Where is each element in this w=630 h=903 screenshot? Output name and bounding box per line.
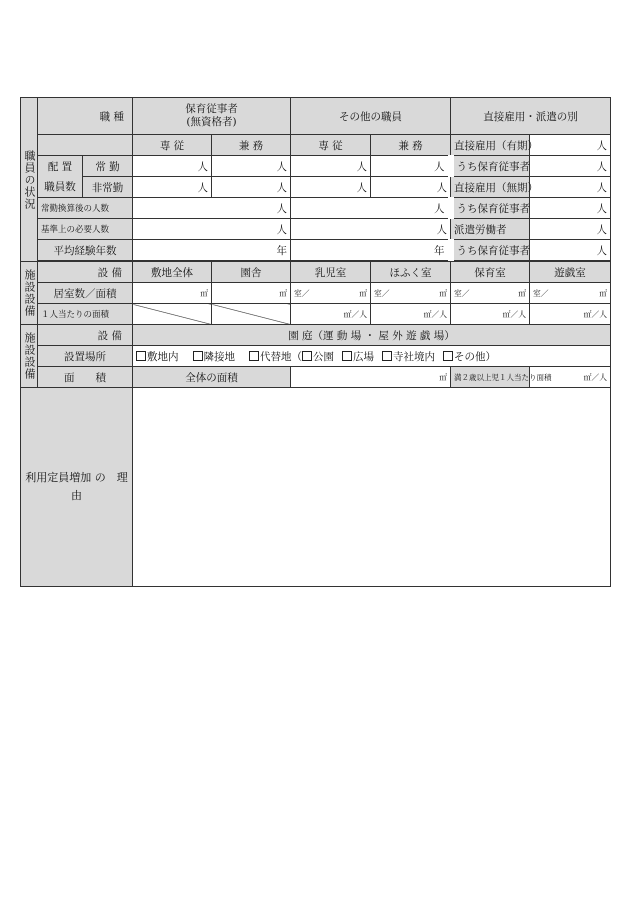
location-options	[133, 346, 611, 367]
room-unit: 室／	[454, 288, 470, 298]
dispatch-label: 派遣労働者	[451, 219, 530, 240]
joukin-hoiku-concurrent[interactable]: 人	[212, 156, 291, 177]
facility-setsubi-label: 設 備	[38, 262, 133, 283]
m2-unit: ㎡	[439, 288, 447, 298]
direct-fixed-hoiku-label: うち保育従事者	[451, 156, 530, 177]
hijoukin-hoiku-concurrent[interactable]: 人	[212, 177, 291, 198]
joukin-label: 常 勤	[83, 156, 133, 177]
rooms-area-label: 居室数／面積	[38, 283, 133, 304]
joukin-other-concurrent[interactable]: 人	[371, 156, 451, 177]
keiken-label: 平均経験年数	[38, 240, 133, 261]
hofuku-per-child-field[interactable]: ㎡／人	[371, 304, 451, 325]
reason-label: 利用定員増加 の 理 由	[21, 388, 133, 587]
per-child-label: １人当たりの面積	[38, 304, 133, 325]
direct-fixed-hoiku-field[interactable]: 人	[530, 156, 611, 177]
hofuku-rooms-field[interactable]	[371, 283, 451, 304]
kijun-other[interactable]: 人	[291, 219, 451, 240]
header-nyuji: 乳児室	[291, 262, 371, 283]
room-unit: 室／	[294, 288, 310, 298]
direct-indef-hoiku-field[interactable]: 人	[530, 198, 611, 219]
header-hofuku: ほふく室	[371, 262, 451, 283]
hijoukin-label: 非常勤	[83, 177, 133, 198]
yugi-rooms-field[interactable]	[530, 283, 611, 304]
dispatch-hoiku-label: うち保育従事者	[451, 240, 530, 261]
other-dedicated-header: 専 従	[291, 135, 371, 156]
direct-indef-hoiku-label: うち保育従事者	[451, 198, 530, 219]
m2-unit: ㎡	[359, 288, 367, 298]
m2-unit: ㎡	[518, 288, 526, 298]
option-rinsetsu[interactable]: 隣接地	[193, 351, 236, 363]
hoiku-dedicated-header: 専 従	[133, 135, 212, 156]
option-daitai[interactable]: 代替地（	[249, 351, 302, 363]
nyuji-per-child-field[interactable]: ㎡／人	[291, 304, 371, 325]
garden-section-label: 施設設備	[21, 325, 38, 388]
form-table	[20, 97, 611, 587]
joukin-hoiku-dedicated[interactable]: 人	[133, 156, 212, 177]
header-hoiku: 保育室	[451, 262, 530, 283]
keiken-hoiku[interactable]: 年	[133, 240, 291, 261]
other-staff-header: その他の職員	[291, 98, 451, 135]
hoiku-header: 保育従事者 (無資格者)	[133, 98, 291, 135]
other-concurrent-header: 兼 務	[371, 135, 451, 156]
total-area-field[interactable]: ㎡	[291, 367, 451, 388]
header-shikichi: 敷地全体	[133, 262, 212, 283]
keiken-other[interactable]: 年	[291, 240, 451, 261]
total-area-label: 全体の面積	[133, 367, 291, 388]
dispatch-field[interactable]: 人	[530, 219, 611, 240]
checkbox[interactable]	[193, 351, 203, 361]
garden-title: 園 庭（運 動 場 ・ 屋 外 遊 戯 場）	[133, 325, 611, 346]
facility-section-label: 施設設備	[21, 262, 38, 325]
direct-fixed-field[interactable]: 人	[530, 135, 611, 156]
hoiku-concurrent-header: 兼 務	[212, 135, 291, 156]
over2-label: 満２歳以上児１人当たり面積	[451, 367, 530, 388]
direct-indef-label: 直接雇用（無期）	[451, 177, 530, 198]
room-unit: 室／	[533, 288, 549, 298]
joukin-other-dedicated[interactable]: 人	[291, 156, 371, 177]
reason-field[interactable]	[133, 388, 611, 587]
checkbox[interactable]	[302, 351, 312, 361]
direct-fixed-label: 直接雇用（有期）	[451, 135, 530, 156]
yugi-per-child-field[interactable]: ㎡／人	[530, 304, 611, 325]
hijoukin-hoiku-dedicated[interactable]: 人	[133, 177, 212, 198]
room-unit: 室／	[374, 288, 390, 298]
header-yugi: 遊戯室	[530, 262, 611, 283]
location-label: 設置場所	[38, 346, 133, 367]
blank-cell	[38, 135, 133, 156]
option-other[interactable]: その他）	[443, 351, 496, 363]
option-hiroba[interactable]: 広場	[342, 351, 374, 363]
checkbox[interactable]	[249, 351, 259, 361]
option-jisha[interactable]: 寺社境内	[382, 351, 435, 363]
checkbox[interactable]	[443, 351, 453, 361]
kijun-hoiku[interactable]: 人	[133, 219, 291, 240]
ensha-area-field[interactable]: ㎡	[212, 283, 291, 304]
hijoukin-other-dedicated[interactable]: 人	[291, 177, 371, 198]
kansan-hoiku[interactable]: 人	[133, 198, 291, 219]
checkbox[interactable]	[342, 351, 352, 361]
direct-header: 直接雇用・派遣の別	[451, 98, 611, 135]
staff-section-label: 職員の状況	[21, 98, 38, 262]
nyuji-rooms-field[interactable]	[291, 283, 371, 304]
header-ensha: 園舎	[212, 262, 291, 283]
area-label: 面 積	[38, 367, 133, 388]
checkbox[interactable]	[136, 351, 146, 361]
hoiku-rooms-field[interactable]	[451, 283, 530, 304]
m2-unit: ㎡	[599, 288, 607, 298]
ensha-per-child-disabled	[212, 304, 291, 325]
option-shikichinai[interactable]: 敷地内	[136, 351, 179, 363]
hijoukin-other-concurrent[interactable]: 人	[371, 177, 451, 198]
shikichi-area-field[interactable]: ㎡	[133, 283, 212, 304]
over2-field[interactable]: ㎡／人	[530, 367, 611, 388]
kansan-label: 常勤換算後の人数	[38, 198, 133, 219]
dispatch-hoiku-field[interactable]: 人	[530, 240, 611, 261]
haichi-label: 配 置 職員数	[38, 156, 83, 198]
hoiku-per-child-field[interactable]: ㎡／人	[451, 304, 530, 325]
option-kouen[interactable]: 公園	[302, 351, 334, 363]
job-type-label: 職 種	[38, 98, 133, 135]
kansan-other[interactable]: 人	[291, 198, 451, 219]
shikichi-per-child-disabled	[133, 304, 212, 325]
direct-indef-field[interactable]: 人	[530, 177, 611, 198]
garden-setsubi-label: 設 備	[38, 325, 133, 346]
kijun-label: 基準上の必要人数	[38, 219, 133, 240]
checkbox[interactable]	[382, 351, 392, 361]
